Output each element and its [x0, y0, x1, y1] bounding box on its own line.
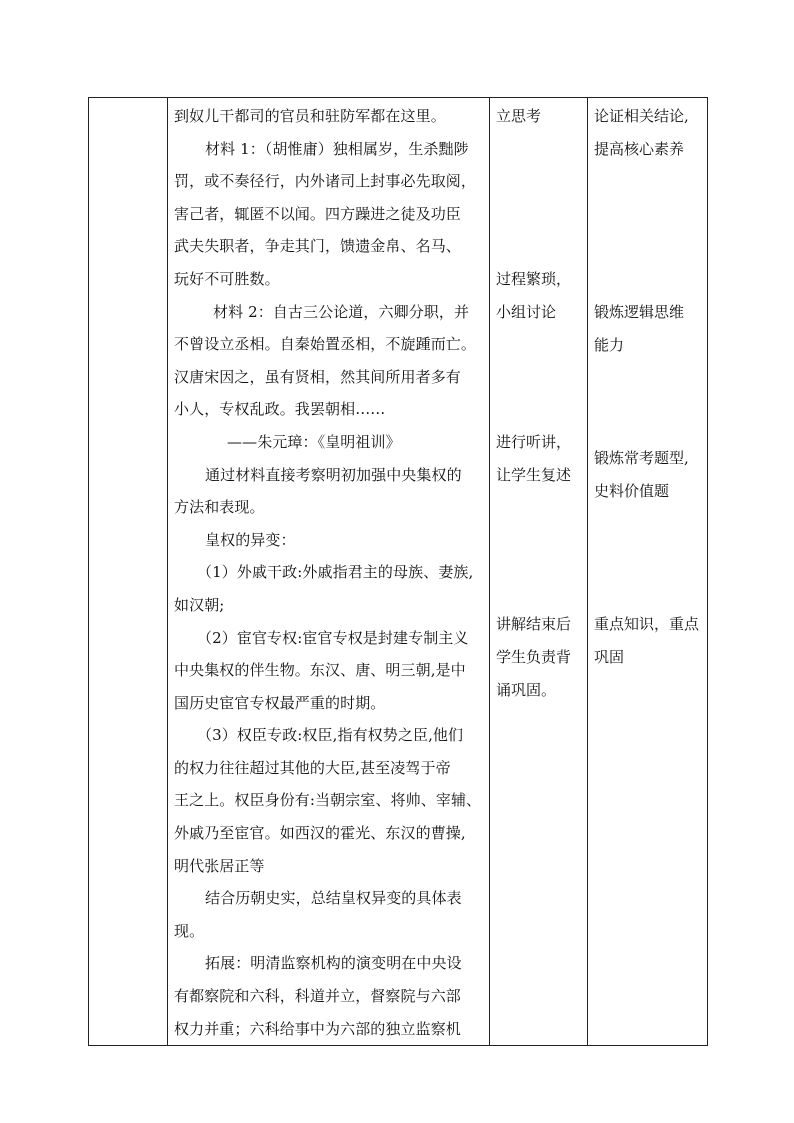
- content-line: 方法和表现。: [174, 498, 265, 517]
- content-line: 中央集权的伴生物。东汉、唐、明三朝,是中: [174, 661, 466, 680]
- activity-line: 进行听讲，: [496, 433, 572, 451]
- activity-line: 小组讨论: [496, 303, 557, 321]
- content-line: 王之上。权臣身份有:当朝宗室、将帅、宰辅、: [174, 791, 482, 810]
- content-line: 权力并重；六科给事中为六部的独立监察机: [174, 1019, 461, 1038]
- activity-line: 立思考: [496, 107, 542, 125]
- content-line: （1）外戚干政:外戚指君主的母族、妻族,: [197, 563, 474, 582]
- blank-first-column-cell: [89, 98, 168, 1046]
- content-line: 有都察院和六科，科道并立，督察院与六部: [174, 987, 461, 1006]
- activity-line: 讲解结束后: [496, 615, 572, 633]
- content-line: 到奴儿干都司的官员和驻防军都在这里。: [174, 107, 446, 125]
- intent-line: 史料价值题: [594, 482, 670, 500]
- activity-line: 让学生复述: [496, 466, 572, 484]
- content-line: （3）权臣专政:权臣,指有权势之臣,他们: [197, 726, 464, 745]
- content-line: 不曾设立丞相。自秦始置丞相，不旋踵而亡。: [174, 335, 477, 354]
- content-line: （2）宦官专权:宦官专权是封建专制主义: [197, 628, 469, 647]
- intent-line: 重点知识，重点: [594, 615, 700, 633]
- intent-line: 能力: [594, 336, 625, 354]
- content-line: 的权力往往超过其他的大臣,甚至凌驾于帝: [174, 758, 451, 777]
- content-line: 材料 1：（胡惟庸）独相属岁，生杀黜陟: [205, 139, 469, 158]
- student-activity-cell: [490, 98, 588, 1046]
- content-line: 害己者，辄匿不以闻。四方躁进之徒及功臣: [174, 204, 461, 223]
- content-line: 如汉朝;: [174, 595, 225, 614]
- teaching-content-text: [168, 98, 489, 1045]
- content-line: 结合历朝史实，总结皇权异变的具体表: [205, 889, 462, 908]
- intent-line: 提高核心素养: [594, 140, 685, 158]
- design-intent-text: [588, 98, 707, 1000]
- activity-line: 诵巩固。: [496, 681, 557, 699]
- intent-line: 锻炼常考题型,: [594, 449, 689, 467]
- intent-line: 论证相关结论,: [594, 107, 689, 125]
- quote-source-line: ——朱元璋：《皇明祖训》: [227, 432, 401, 451]
- section-heading-line: 皇权的异变：: [205, 530, 296, 549]
- content-line: 小人，专权乱政。我罢朝相……: [174, 400, 386, 419]
- content-line: 玩好不可胜数。: [174, 269, 280, 288]
- content-line: 明代张居正等: [174, 856, 265, 875]
- table-row: [89, 98, 708, 1046]
- content-line: 现。: [174, 921, 205, 940]
- content-line: 罚，或不奏径行，内外诸司上封事必先取阅，: [174, 172, 477, 191]
- intent-line: 锻炼逻辑思维: [594, 303, 685, 321]
- content-line: 武夫失职者，争走其门，馈遗金帛、名马、: [174, 237, 461, 256]
- teaching-content-cell: [168, 98, 490, 1046]
- lesson-plan-table: [88, 97, 708, 1046]
- content-line: 通过材料直接考察明初加强中央集权的: [205, 465, 462, 484]
- student-activity-text: [490, 98, 587, 1000]
- content-line: 材料 2：自古三公论道，六卿分职，并: [213, 302, 470, 321]
- content-line: 拓展：明清监察机构的演变明在中央设: [205, 954, 462, 973]
- content-line: 国历史宦官专权最严重的时期。: [174, 693, 386, 712]
- content-line: 外戚乃至宦官。如西汉的霍光、东汉的曹操,: [174, 824, 466, 843]
- activity-line: 过程繁琐，: [496, 270, 572, 288]
- activity-line: 学生负责背: [496, 648, 572, 666]
- design-intent-cell: [588, 98, 708, 1046]
- intent-line: 巩固: [594, 648, 625, 666]
- content-line: 汉唐宋因之，虽有贤相，然其间所用者多有: [174, 367, 461, 386]
